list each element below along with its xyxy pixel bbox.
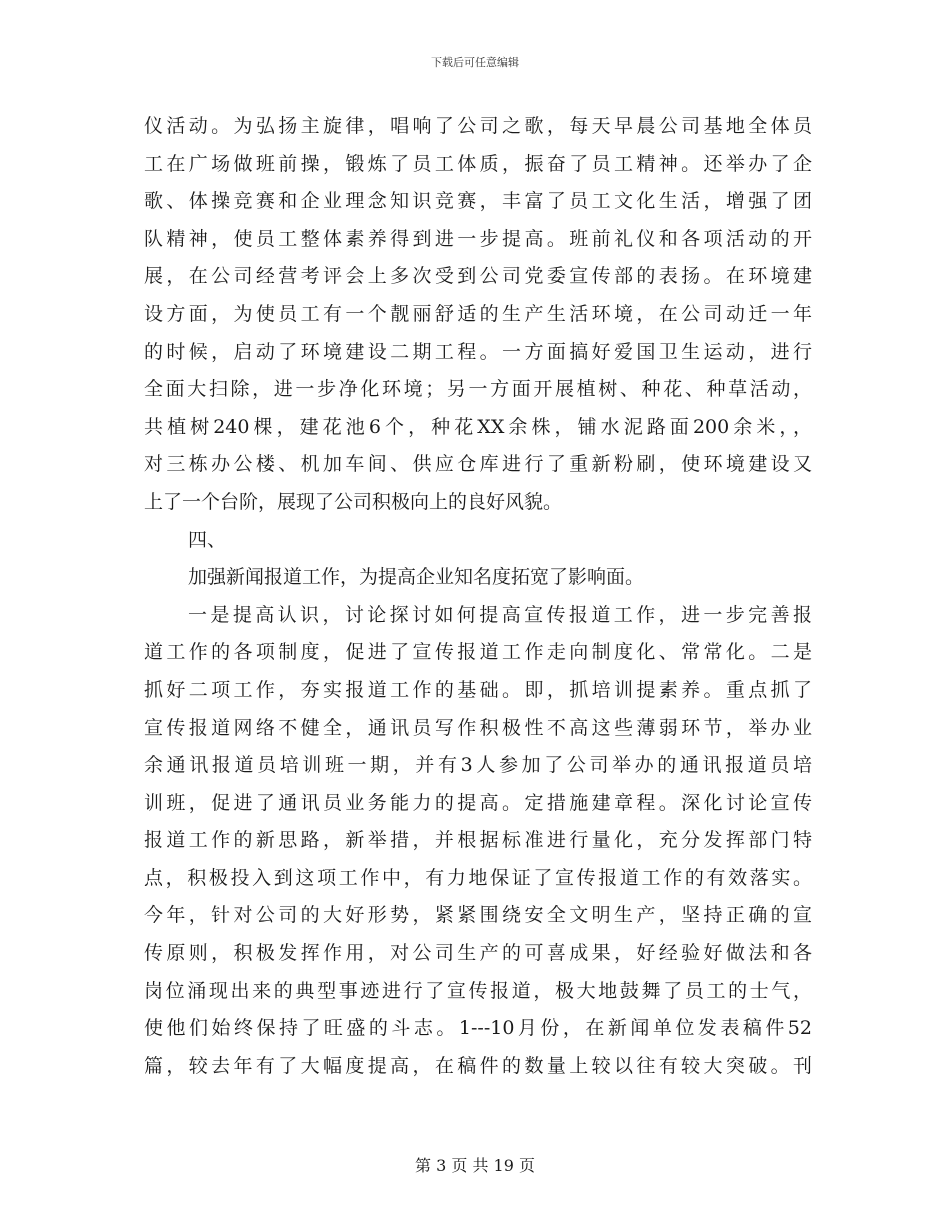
text-line: 报道工作的新思路，新举措，并根据标准进行量化，充分发挥部门特 xyxy=(144,829,812,852)
text-line: 全面大扫除，进一步净化环境；另一方面开展植树、种花、种草活动， xyxy=(144,378,812,401)
text-line: 点，积极投入到这项工作中，有力地保证了宣传报道工作的有效落实。 xyxy=(144,866,812,889)
text-line: 的时候，启动了环境建设二期工程。一方面搞好爱国卫生运动，进行 xyxy=(144,340,812,363)
section-heading: 加强新闻报道工作，为提高企业知名度拓宽了影响面。 xyxy=(188,566,645,589)
text-line: 宣传报道网络不健全，通讯员写作积极性不高这些薄弱环节，举办业 xyxy=(144,716,812,739)
text-line: 今年，针对公司的大好形势，紧紧围绕安全文明生产，坚持正确的宣 xyxy=(144,904,812,927)
document-body xyxy=(144,108,812,1085)
text-line: 篇，较去年有了大幅度提高，在稿件的数量上较以往有较大突破。刊 xyxy=(144,1054,812,1077)
text-line: 使他们始终保持了旺盛的斗志。1---10月份，在新闻单位发表稿件52 xyxy=(144,1017,812,1040)
text-line: 余通讯报道员培训班一期，并有3人参加了公司举办的通讯报道员培 xyxy=(144,754,812,777)
text-line: 岗位涌现出来的典型事迹进行了宣传报道，极大地鼓舞了员工的士气， xyxy=(144,979,812,1002)
text-line: 仪活动。为弘扬主旋律，唱响了公司之歌，每天早晨公司基地全体员 xyxy=(144,115,812,137)
text-line: 共植树240棵，建花池6个，种花XX余株，铺水泥路面200余米，， xyxy=(144,415,812,438)
text-line: 对三栋办公楼、机加车间、供应仓库进行了重新粉刷，使环境建设又 xyxy=(144,453,812,476)
text-line: 道工作的各项制度，促进了宣传报道工作走向制度化、常常化。二是 xyxy=(144,641,812,664)
text-line: 展，在公司经营考评会上多次受到公司党委宣传部的表扬。在环境建 xyxy=(144,265,812,288)
text-line: 设方面，为使员工有一个靓丽舒适的生产生活环境，在公司动迁一年 xyxy=(144,302,812,325)
text-line: 上了一个台阶，展现了公司积极向上的良好风貌。 xyxy=(144,490,563,513)
text-line: 一是提高认识，讨论探讨如何提高宣传报道工作，进一步完善报 xyxy=(188,603,812,626)
section-number: 四、 xyxy=(188,528,227,551)
page-header: 下载后可任意编辑 xyxy=(431,56,519,69)
text-line: 传原则，积极发挥作用，对公司生产的可喜成果，好经验好做法和各 xyxy=(144,942,812,965)
page-footer: 第 3 页 共 19 页 xyxy=(415,1156,535,1175)
text-line: 歌、体操竞赛和企业理念知识竞赛，丰富了员工文化生活，增强了团 xyxy=(144,190,812,213)
text-line: 队精神，使员工整体素养得到进一步提高。班前礼仪和各项活动的开 xyxy=(144,227,812,250)
text-line: 抓好二项工作，夯实报道工作的基础。即，抓培训提素养。重点抓了 xyxy=(144,678,812,701)
text-line: 训班，促进了通讯员业务能力的提高。定措施建章程。深化讨论宣传 xyxy=(144,791,812,814)
text-line: 工在广场做班前操，锻炼了员工体质，振奋了员工精神。还举办了企 xyxy=(144,152,812,175)
